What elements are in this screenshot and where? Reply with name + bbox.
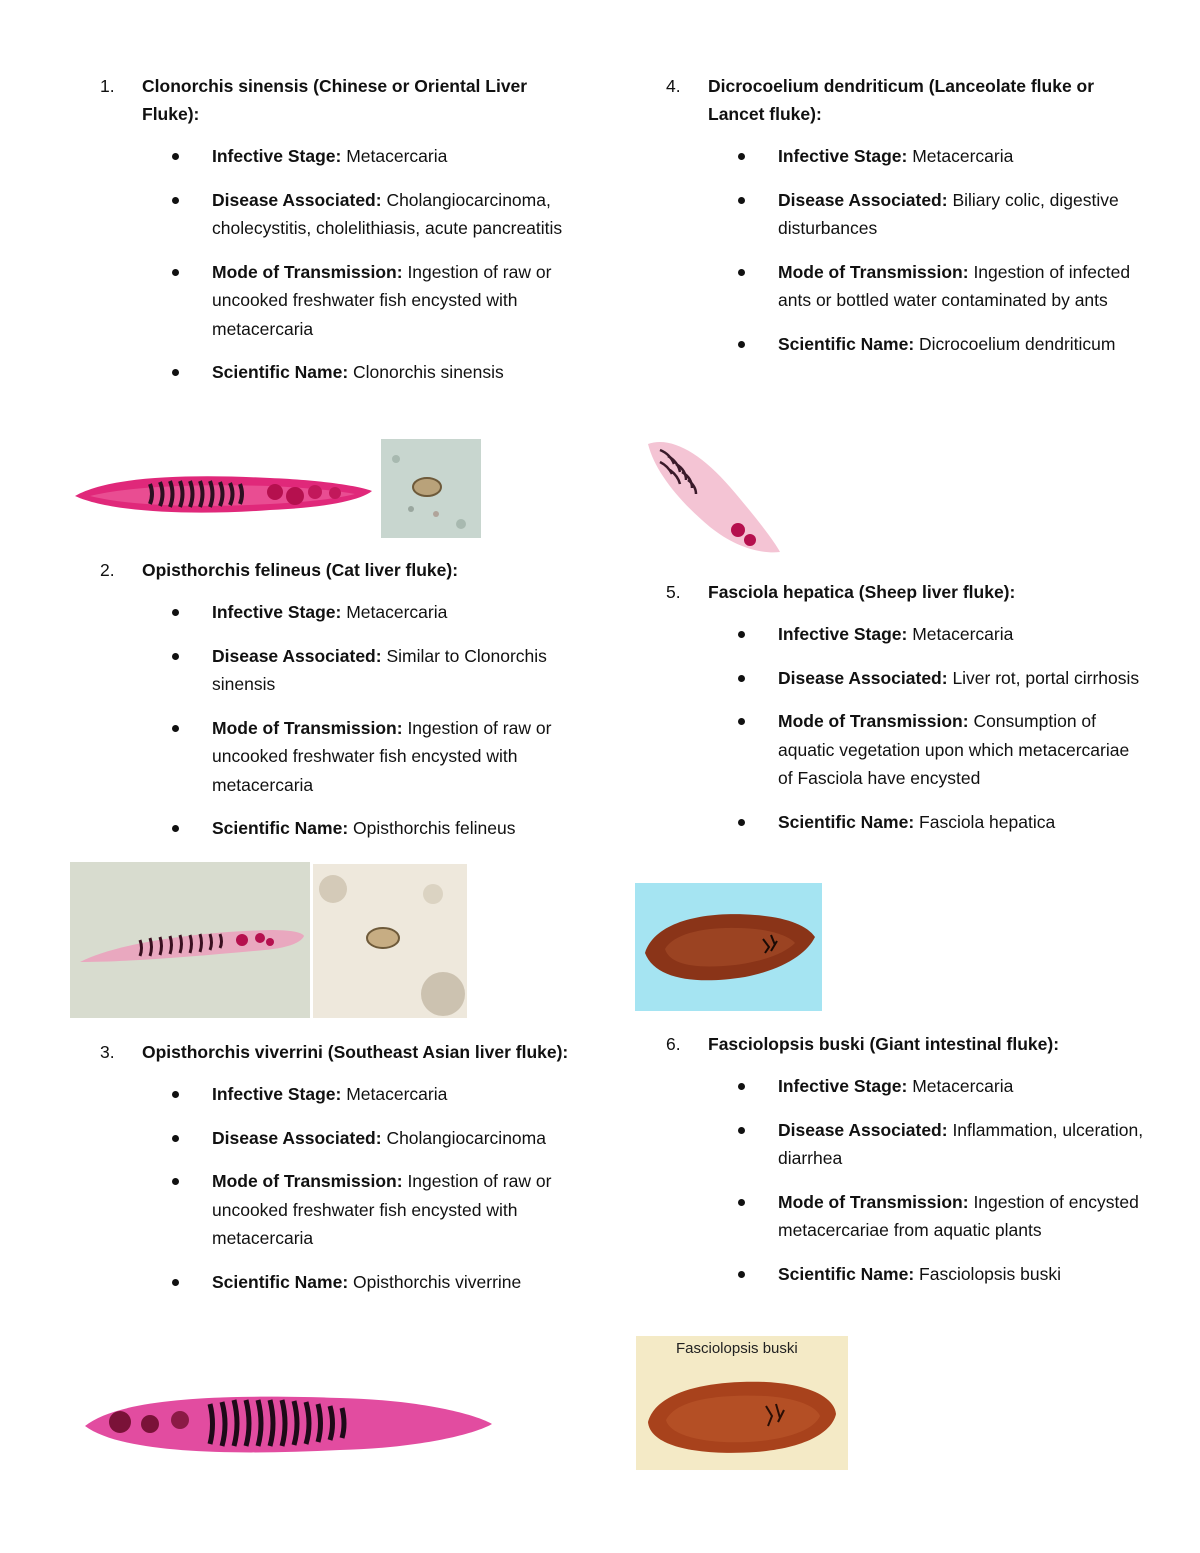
fact-value: Ingestion of raw or uncooked freshwater fish encysted with metacercaria (212, 717, 552, 795)
entry-title: Dicrocoelium dendriticum (Lanceolate fluke or Lancet fluke): (708, 76, 1095, 124)
entry-dicrocoelium-dendriticum (666, 72, 1146, 373)
fact-value: Cholangiocarcinoma (381, 1127, 546, 1148)
bullet-icon (172, 725, 179, 732)
fact-label: Infective Stage: (778, 1076, 908, 1096)
fact-label: Mode of Transmission: (778, 711, 969, 731)
fact-label: Mode of Transmission: (778, 261, 969, 282)
entry-opisthorchis-viverrini (100, 1038, 580, 1311)
entry-number: 6 . (666, 1030, 681, 1058)
fact-value: Metacercaria (907, 146, 1014, 166)
fact-infective-stage (666, 620, 1146, 649)
fact-label: Disease Associated: (778, 1119, 948, 1140)
bullet-icon (738, 341, 745, 348)
bullet-icon (172, 369, 179, 376)
fact-label: Infective Stage: (778, 146, 908, 166)
fact-value: Ingestion of encysted metacercariae from aquatic plants (778, 1191, 1139, 1240)
entry-heading (666, 72, 1146, 128)
fact-disease-associated (100, 186, 580, 243)
entry-title: Clonorchis sinensis (Chinese or Oriental Liver Fluke): (142, 76, 528, 124)
bullet-icon (172, 653, 179, 660)
entry-opisthorchis-felineus (100, 556, 580, 858)
fasciolopsis-buski-image (636, 1336, 848, 1470)
bullet-icon (738, 819, 745, 826)
fact-disease-associated (100, 642, 580, 699)
fact-disease-associated (666, 664, 1146, 693)
fact-list (666, 142, 1146, 358)
bullet-icon (738, 675, 745, 682)
fact-scientific-name (100, 814, 580, 843)
fact-label: Scientific Name: (778, 333, 915, 354)
fact-label: Infective Stage: (778, 624, 908, 644)
entry-title: Opisthorchis felineus (Cat liver fluke): (142, 560, 459, 580)
fact-label: Scientific Name: (212, 362, 349, 382)
bullet-icon (738, 1127, 745, 1134)
fact-value: Fasciolopsis buski (914, 1263, 1062, 1284)
fact-value: Ingestion of raw or uncooked freshwater fish encysted with metacercaria (212, 261, 552, 339)
entry-heading (100, 556, 580, 584)
fact-value: Metacercaria (341, 146, 448, 166)
fact-label: Disease Associated: (778, 189, 948, 210)
bullet-icon (738, 718, 745, 725)
fact-value: Ingestion of raw or uncooked freshwater fish encysted with metacercaria (212, 1171, 552, 1248)
bullet-icon (738, 631, 745, 638)
fact-value: Ingestion of infected ants or bottled water contaminated by ants (778, 261, 1131, 310)
bullet-icon (172, 1178, 179, 1185)
fact-value: Metacercaria (341, 602, 448, 622)
fact-label: Infective Stage: (212, 146, 342, 166)
bullet-icon (172, 197, 179, 204)
entry-title: Opisthorchis viverrini (Southeast Asian liver fluke): (142, 1042, 569, 1062)
fact-label: Mode of Transmission: (212, 1171, 403, 1191)
fact-value: Fasciola hepatica (914, 811, 1056, 832)
fact-label: Scientific Name: (212, 818, 349, 838)
entry-number: 3 . (100, 1038, 115, 1066)
fact-label: Scientific Name: (212, 1271, 349, 1292)
entry-number: 1 . (100, 72, 115, 100)
fact-infective-stage (100, 1080, 580, 1109)
bullet-icon (738, 1199, 745, 1206)
fact-scientific-name (666, 330, 1146, 359)
fact-infective-stage (100, 142, 580, 171)
fact-list (666, 620, 1146, 836)
fact-value: Inflammation, ulceration, diarrhea (778, 1119, 1144, 1168)
fact-scientific-name (666, 1260, 1146, 1289)
clonorchis-egg-image (381, 439, 481, 538)
fact-label: Mode of Transmission: (212, 717, 403, 738)
fact-label: Scientific Name: (778, 811, 915, 832)
fact-label: Mode of Transmission: (212, 261, 403, 282)
fact-infective-stage (100, 598, 580, 627)
entry-title: Fasciolopsis buski (Giant intestinal fluke): (708, 1034, 1060, 1054)
bullet-icon (172, 153, 179, 160)
entry-number: 2 . (100, 556, 115, 584)
figure-caption: Fasciolopsis buski (676, 1340, 798, 1357)
bullet-icon (172, 1091, 179, 1098)
fact-label: Infective Stage: (212, 602, 342, 622)
fact-scientific-name (100, 1268, 580, 1297)
fact-infective-stage (666, 1072, 1146, 1101)
fact-mode-of-transmission (100, 714, 580, 800)
fact-mode-of-transmission (666, 1188, 1146, 1245)
fact-mode-of-transmission (100, 258, 580, 344)
bullet-icon (738, 1083, 745, 1090)
fact-value: Biliary colic, digestive disturbances (778, 189, 1119, 238)
entry-clonorchis-sinensis (100, 72, 580, 402)
bullet-icon (172, 1135, 179, 1142)
fact-label: Infective Stage: (212, 1084, 342, 1104)
bullet-icon (172, 825, 179, 832)
fact-list (666, 1072, 1146, 1288)
fact-value: Liver rot, portal cirrhosis (947, 667, 1140, 688)
entry-fasciola-hepatica (666, 578, 1146, 851)
fact-value: Metacercaria (907, 624, 1014, 644)
fact-disease-associated (100, 1124, 580, 1153)
entry-title: Fasciola hepatica (Sheep liver fluke): (708, 582, 1016, 602)
fact-value: Cholangiocarcinoma, cholecystitis, cholelithiasis, acute pancreatitis (212, 189, 563, 238)
fact-value: Similar to Clonorchis sinensis (212, 645, 547, 694)
fact-mode-of-transmission (100, 1167, 580, 1253)
entry-heading (100, 72, 580, 128)
fact-value: Metacercaria (341, 1084, 448, 1104)
fact-mode-of-transmission (666, 707, 1146, 793)
bullet-icon (738, 269, 745, 276)
opisthorchis-felineus-adult-image (70, 862, 310, 1018)
bullet-icon (172, 269, 179, 276)
clonorchis-adult-image (70, 446, 375, 536)
fact-list (100, 1080, 580, 1296)
fact-label: Disease Associated: (212, 645, 382, 666)
fact-label: Disease Associated: (212, 189, 382, 210)
fact-value: Opisthorchis viverrine (348, 1271, 522, 1292)
fact-value: Dicrocoelium dendriticum (914, 333, 1116, 354)
fact-label: Disease Associated: (778, 667, 948, 688)
bullet-icon (172, 609, 179, 616)
dicrocoelium-adult-image (640, 432, 785, 557)
opisthorchis-egg-image (313, 864, 467, 1018)
entry-heading (666, 578, 1146, 606)
fact-infective-stage (666, 142, 1146, 171)
fact-label: Mode of Transmission: (778, 1191, 969, 1212)
fact-mode-of-transmission (666, 258, 1146, 315)
bullet-icon (738, 197, 745, 204)
entry-heading (100, 1038, 580, 1066)
fact-scientific-name (100, 358, 580, 387)
fact-value: Consumption of aquatic vegetation upon which metacercariae of Fasciola have encysted (778, 711, 1130, 788)
fact-list (100, 142, 580, 387)
fact-list (100, 598, 580, 843)
bullet-icon (172, 1279, 179, 1286)
fact-disease-associated (666, 1116, 1146, 1173)
entry-heading (666, 1030, 1146, 1058)
fact-scientific-name (666, 808, 1146, 837)
bullet-icon (738, 153, 745, 160)
fact-label: Scientific Name: (778, 1263, 915, 1284)
bullet-icon (738, 1271, 745, 1278)
fact-label: Disease Associated: (212, 1127, 382, 1148)
fasciola-hepatica-image (635, 883, 822, 1011)
fact-value: Metacercaria (907, 1076, 1014, 1096)
entry-number: 4 . (666, 72, 681, 100)
entry-number: 5 . (666, 578, 681, 606)
opisthorchis-viverrini-adult-image (80, 1386, 495, 1460)
entry-fasciolopsis-buski (666, 1030, 1146, 1303)
fact-disease-associated (666, 186, 1146, 243)
fact-value: Opisthorchis felineus (348, 818, 516, 838)
fact-value: Clonorchis sinensis (348, 362, 504, 382)
